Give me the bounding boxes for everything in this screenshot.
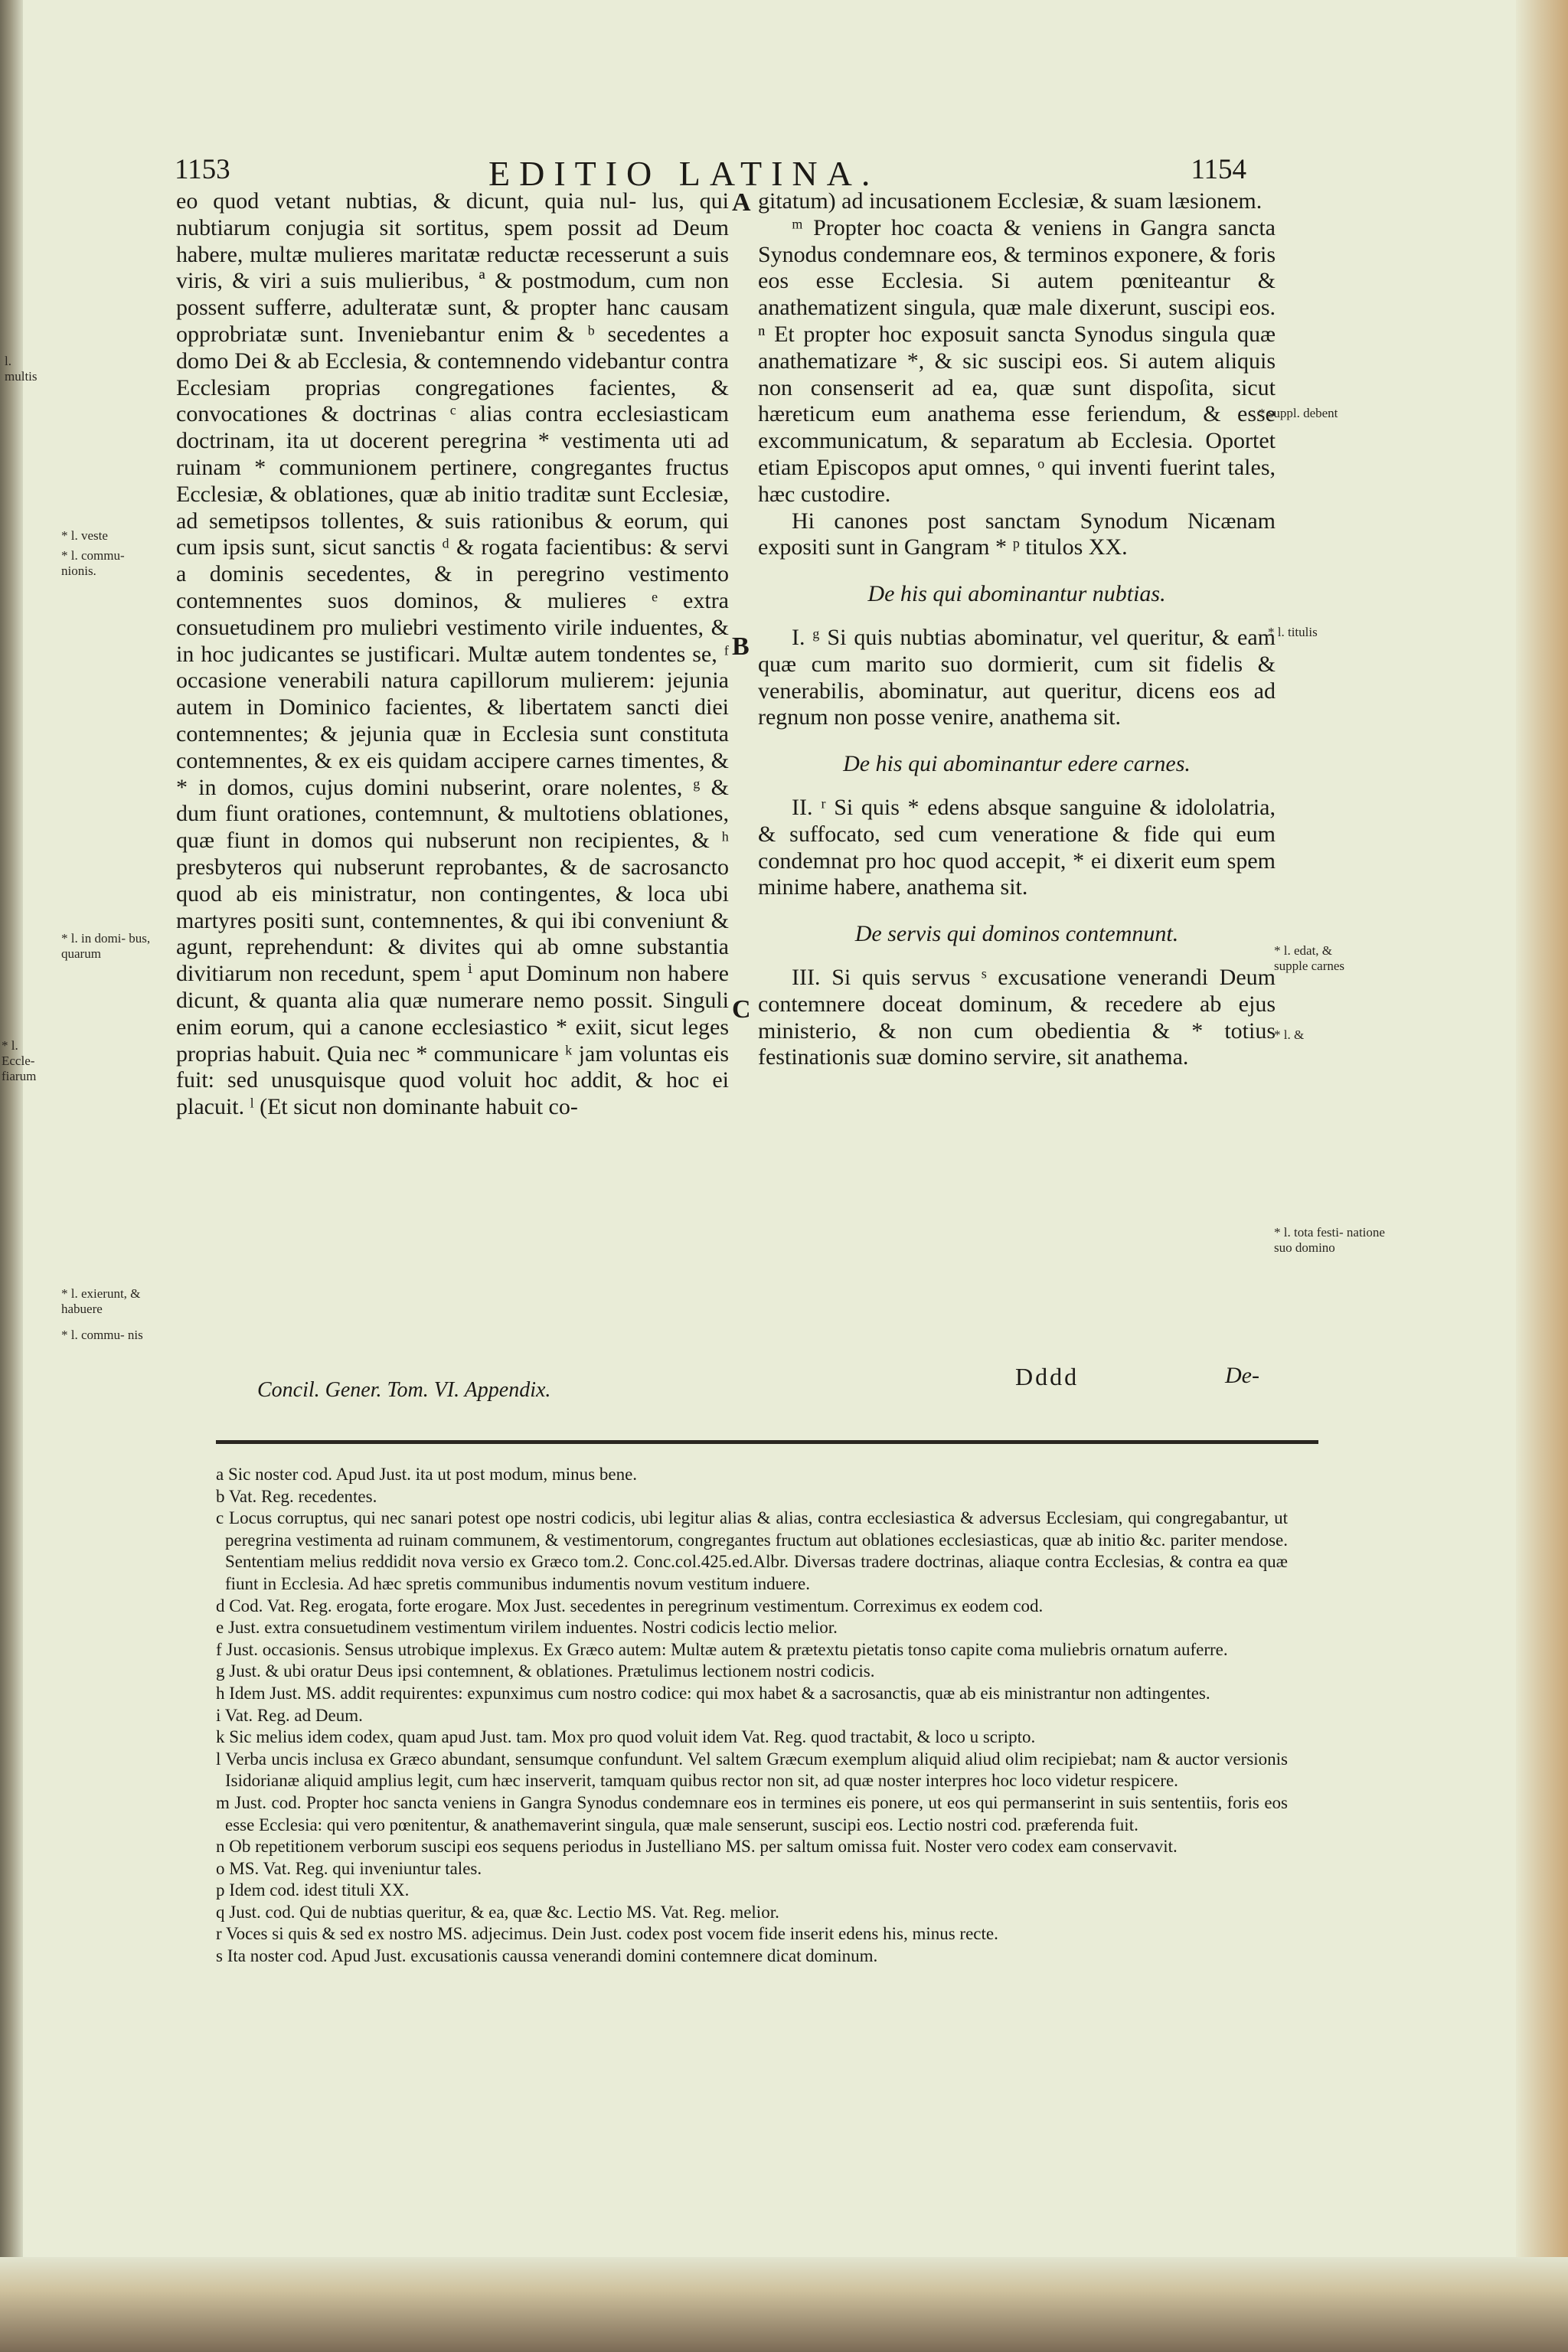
left-text-column — [176, 188, 729, 1406]
right-opening-text: gitatum) ad incusationem Ecclesiæ, & suam læsionem. — [758, 188, 1263, 214]
footnote-n: n Ob repetitionem verborum suscipi eos sequens periodus in Justelliano MS. per saltum omissa fuit. Noster vero codex eam conservavit. — [216, 1837, 1178, 1857]
footnote-a: a Sic noster cod. Apud Just. ita ut post modum, minus bene. — [216, 1465, 638, 1484]
volume-imprint: Concil. Gener. Tom. VI. Appendix. — [257, 1378, 551, 1402]
footnote-i: i Vat. Reg. ad Deum. — [216, 1705, 363, 1725]
margin-note-left-1: l. multis — [5, 354, 38, 384]
page-number-right: 1154 — [1191, 154, 1246, 185]
margin-note-right-2: * l. titulis — [1268, 625, 1318, 639]
section-marker-c: C — [732, 995, 751, 1024]
margin-note-left-4: * l. in domi- bus, quarum — [61, 931, 151, 961]
footnote-d: d Cod. Vat. Reg. erogata, forte erogare. Mox Just. secedentes in peregrinum vestimentum. Correximus ex eodem cod. — [216, 1596, 1044, 1615]
margin-note-left-7: * l. commu- nis — [61, 1328, 143, 1342]
footnote-c: c Locus corruptus, qui nec sanari potest ope nostri codicis, ubi legitur alias & alias, contra ecclesiastica & adversus Ecclesiam, qui congregabantur, ut peregrina vestimenta ad ruinam communem, & vestimentorum, congregantes fructum aut oblationes ecclesiasticas, quæ ab initio &c. pariter mendose. Sententiam melius reddidit nova versio ex Græco tom.2. Conc.col.425.ed.Albr. Diversas tradere doctrinas, aliaque contra Ecclesias, & contra ea quæ fiunt in Ecclesia. Ad hæc spretis communibus indumentis novum vestitum induere. — [216, 1508, 1288, 1593]
section-marker-b: B — [732, 632, 750, 661]
margin-note-left-5: * l. Eccle- fiarum — [2, 1038, 37, 1083]
canon-heading-3: De servis qui dominos contemnunt. — [854, 921, 1179, 947]
footnotes — [216, 1464, 1288, 2122]
signature-mark: Dddd — [1015, 1363, 1080, 1390]
footnote-l: l Verba uncis inclusa ex Græco abundant, sensumque confundunt. Vel saltem Græcum exemplum aliquid aliud olim recipiebat; nam & auctor versionis Isidorianæ aliquid amplius legit, cum hæc inserverit, tamquam quibus rector non sit, ad quæ noster interpres hoc loco videtur respicere. — [216, 1749, 1288, 1791]
footnote-q: q Just. cod. Qui de nubtias queritur, & ea, quæ &c. Lectio MS. Vat. Reg. melior. — [216, 1902, 779, 1922]
footnote-rule — [216, 1440, 1318, 1444]
running-title: EDITIO LATINA. — [488, 154, 880, 193]
page-binding-gutter — [0, 0, 38, 2352]
footnote-k: k Sic melius idem codex, quam apud Just. tam. Mox pro quod voluit idem Vat. Reg. quod tractabit, & loco u scripto. — [216, 1727, 1036, 1747]
margin-note-left-6: * l. exierunt, & habuere — [61, 1286, 141, 1316]
footnote-g: g Just. & ubi oratur Deus ipsi contemnent, & oblationes. Prætulimus lectionem nostri codicis. — [216, 1661, 875, 1681]
footnote-m: m Just. cod. Propter hoc sancta veniens in Gangra Synodus condemnare eos in termines eis ponere, ut eos qui permanserint in suis sententiis, foris eos esse Ecclesia: qui vero pœnitentur, & anathemaverint singula, quæ male senserunt, suscipi eos. Lectio nostri cod. præferenda fuit. — [216, 1792, 1288, 1834]
margin-note-left-2: * l. veste — [61, 528, 108, 543]
footnote-f: f Just. occasionis. Sensus utrobique implexus. Ex Græco autem: Multæ autem & prætextu pietatis tonso capite coma muliebris ornatum auferre. — [216, 1639, 1228, 1659]
canon-heading-1: De his qui abominantur nubtias. — [867, 581, 1166, 607]
page-number-left: 1153 — [175, 154, 230, 185]
right-para-canons: Hi canones post sanctam Synodum Nicænam expositi sunt in Gangram * ᵖ titulos XX. — [758, 508, 1276, 560]
footnote-s: s Ita noster cod. Apud Just. excusationis caussa venerandi domini contemnere dicat dominum. — [216, 1946, 878, 1966]
right-para-synod: ᵐ Propter hoc coacta & veniens in Gangra sancta Synodus condemnare eos, & terminos exponere, & foris eos esse Ecclesia. Si autem pœniteantur & anathematizent singula, quæ male dixerunt, suscipi eos. ⁿ Et propter hoc exposuit sancta Synodus singula quæ anathematizare *, & sic suscipi eos. Si autem aliquis non consenserit ad ea, quæ sunt dispoſita, sicut hæreticum eum anathema esse feriendum, & esse excommunicatum, & separatum ab Ecclesia. Oportet etiam Episcopos aput omnes, ᵒ qui inventi fuerint tales, hæc custodire. — [758, 214, 1276, 507]
margin-note-right-4: * l. & — [1274, 1027, 1305, 1042]
footnote-h: h Idem Just. MS. addit requirentes: expunximus cum nostro codice: qui mox habet & a sacrosanctis, quæ ab eis ministrantur non adtingentes. — [216, 1683, 1210, 1703]
footnote-r: r Voces si quis & sed ex nostro MS. adjecimus. Dein Just. codex post vocem fide inserit edens his, minus recte. — [216, 1924, 998, 1944]
margin-note-right-3: * l. edat, & supple carnes — [1274, 943, 1345, 973]
canon-heading-2: De his qui abominantur edere carnes. — [843, 751, 1191, 777]
margin-note-left-3: * l. commu- nionis. — [61, 548, 125, 578]
left-column-text: eo quod vetant nubtias, & dicunt, quia nul- lus, qui nubtiarum conjugia sit sortitus, spem possit ad Deum habere, multæ mulieres maritatæ reductæ recesserunt a suis viris, & viri a suis mulieribus, ª & postmodum, cum non possent sufferre, adulteratæ sunt, & propter hanc causam opprobriatæ sunt. Inveniebantur enim & ᵇ secedentes a domo Dei & ab Ecclesia, & contemnendo videbantur contra Ecclesiam proprias congregationes facientes, & convocationes & doctrinas ᶜ alias contra ecclesiasticam doctrinam, ita ut docerent peregrina * vestimenta uti ad ruinam * communionem pertinere, congregantes fructus Ecclesiæ, & oblationes, quæ ab initio traditæ sunt Ecclesiæ, ad semetipsos tollentes, & suis rationibus & eorum, qui cum ipsis sunt, sicut sanctis ᵈ & rogata facientibus: & servi a dominis secedentes, & in peregrino vestimento contemnentes suos dominos, & mulieres ᵉ extra consuetudinem pro muliebri vestimento virile induentes, & in hoc judicantes se justificari. Multæ autem tondentes se, ᶠ occasione venerabili natura capillorum mulierem: jejunia autem in Dominico facientes, & libertatem sancti diei contemnentes; & jejunia quæ in Ecclesia sunt constituta contemnentes, & ex eis quidam accipere carnes timentes, & * in domos, cujus domini nubserint, orare nolentes, ᵍ & dum fiunt orationes, contemnunt, & multotiens oblationes, quæ fiunt in domos qui nubserunt non recipientes, & ʰ presbyteros qui nubserunt reprobantes, & de sacrosancto quod ab eis ministratur, non contingentes, & loca ubi martyres positi sunt, contemnentes, & qui ibi conveniunt & agunt, reprehendunt: & divites qui ab omne substantia divitiarum non recedunt, spem ⁱ aput Dominum non habere dicunt, & quanta alia quæ numerare nemo possit. Singuli enim eorum, qui a canone ecclesiastico * exiit, sicut leges proprias habuit. Quia nec * communicare ᵏ jam voluntas eis fuit: sed unusquisque quod voluit hoc addit, & hoc ei placuit. ˡ (Et sicut non dominante habuit co- — [176, 188, 729, 1120]
footnote-e: e Just. extra consuetudinem vestimentum virilem induentes. Nostri codicis lectio melior. — [216, 1618, 838, 1638]
page-bottom-edge — [0, 2257, 1568, 2352]
margin-note-right-1: * suppl. debent — [1259, 406, 1338, 420]
section-marker-a: A — [732, 188, 751, 217]
footnote-p: p Idem cod. idest tituli XX. — [216, 1880, 410, 1900]
catchword: De- — [1225, 1363, 1259, 1388]
right-text-column — [758, 188, 1276, 1337]
footnote-o: o MS. Vat. Reg. qui inveniuntur tales. — [216, 1858, 482, 1878]
canon-2-text: II. ʳ Si quis * edens absque sanguine & idololatria, & suffocato, sed cum veneratione & fide qui eum condemnat pro hoc quod accepit, * ei dixerit eum spem minime habere, anathema sit. — [758, 794, 1276, 900]
margin-note-right-5: * l. tota festi- natione suo domino — [1274, 1225, 1385, 1255]
canon-1-text: I. ᵍ Si quis nubtias abominatur, vel queritur, & eam quæ cum marito suo dormierit, cum sit fidelis & venerabilis, abominatur, aut queritur, dicens eos ad regnum non posse venire, anathema sit. — [758, 624, 1276, 730]
canon-3-text: III. Si quis servus ˢ excusatione venerandi Deum contemnere doceat dominum, & recedere ab ejus ministerio, & non cum obedientia & * totius festinationis suæ domino servire, sit anathema. — [758, 964, 1276, 1070]
footnote-b: b Vat. Reg. recedentes. — [216, 1486, 377, 1506]
page-fore-edge — [1516, 0, 1568, 2352]
